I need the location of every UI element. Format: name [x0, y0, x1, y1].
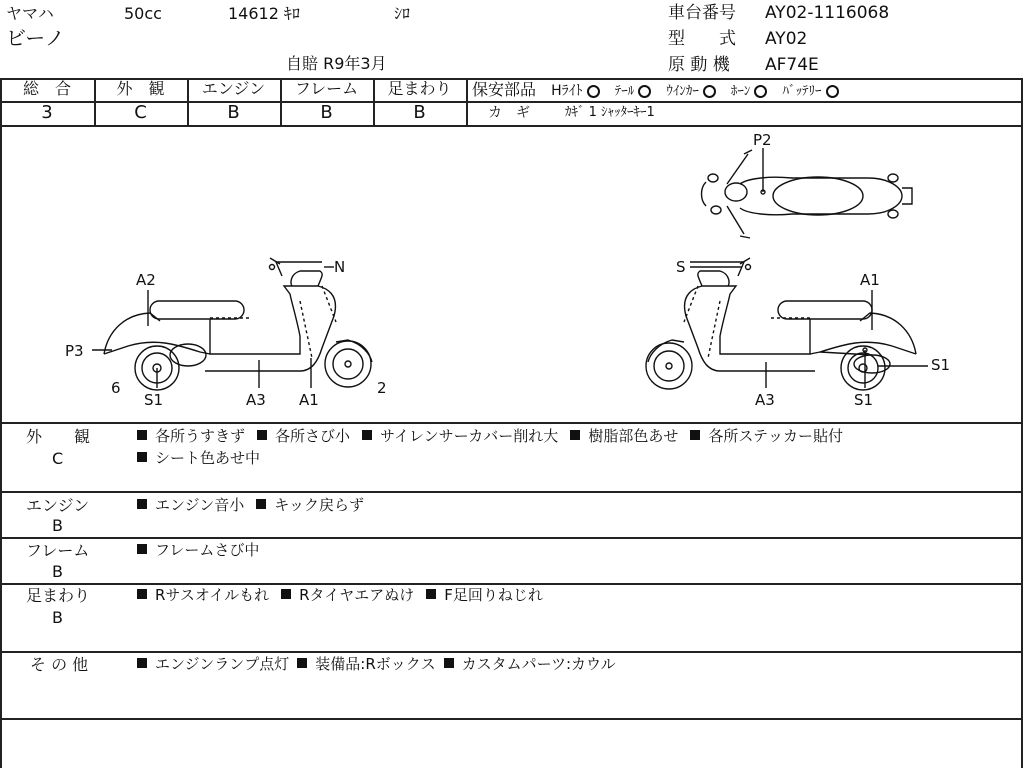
detail-item: F足回りねじれ [444, 586, 543, 604]
safety-item-headlight: Hﾗｲﾄ [551, 83, 583, 99]
safety-label: 保安部品 [472, 80, 537, 99]
grade-label-engine: エンジン [201, 79, 266, 98]
label-a1-right: A1 [860, 271, 880, 289]
safety-item-horn: ﾎｰﾝ [730, 84, 751, 99]
grade-label-overall: 総 合 [22, 79, 71, 98]
frame-no-label: 車台番号 [668, 3, 736, 23]
detail-item: 樹脂部色あせ [588, 427, 679, 445]
battery-ok-icon [826, 85, 839, 98]
scooter-diagram [0, 126, 1021, 422]
bullet-icon [281, 589, 291, 599]
scooter-left-view [92, 258, 372, 390]
label-a3-right: A3 [755, 391, 775, 409]
winker-ok-icon [703, 85, 716, 98]
grade-label-exterior: 外 観 [116, 79, 165, 98]
grade-value-frame: B [320, 102, 333, 123]
detail-item: 各所うすきず [155, 427, 246, 445]
color: ｼﾛ [394, 4, 411, 23]
label-s-right: S [676, 258, 686, 276]
detail-item: Rタイヤエアぬけ [299, 586, 415, 604]
label-6-left: 6 [111, 379, 121, 397]
insurance: 自賠 R9年3月 [286, 54, 387, 73]
bullet-icon [297, 658, 307, 668]
line-detail-5 [0, 718, 1023, 720]
frame-no: AY02-1116068 [765, 3, 890, 23]
bullet-icon [444, 658, 454, 668]
bullet-icon [137, 658, 147, 668]
label-n-left: N [334, 258, 346, 276]
line-diagram-bottom [0, 422, 1023, 424]
safety-row [472, 82, 849, 98]
safety-item-battery: ﾊﾞｯﾃﾘｰ [782, 84, 822, 99]
detail-item: キック戻らず [274, 496, 364, 514]
detail-item: シート色あせ中 [155, 449, 261, 467]
headlight-ok-icon [587, 85, 600, 98]
detail-grade-frame: B [52, 562, 63, 581]
grade-label-frame: フレーム [294, 79, 359, 98]
engine-label: 原 動 機 [668, 55, 730, 75]
displacement: 50cc [124, 4, 162, 23]
detail-item: 各所さび小 [275, 427, 351, 445]
line-detail-1 [0, 491, 1023, 493]
line-detail-2 [0, 537, 1023, 539]
key-value: ｶｷﾞ 1 ｼｬｯﾀｰｷｰ1 [565, 105, 655, 120]
bullet-icon [137, 544, 147, 554]
grade-div-5 [466, 78, 468, 125]
mileage: 14612 ｷﾛ [228, 4, 300, 23]
bullet-icon [137, 589, 147, 599]
detail-grade-suspension: B [52, 608, 63, 627]
grade-label-suspension: 足まわり [387, 79, 452, 98]
detail-line-engine [137, 498, 376, 513]
label-p2-top: P2 [753, 131, 772, 149]
type-label: 型 式 [668, 29, 736, 49]
bullet-icon [690, 430, 700, 440]
safety-item-winker: ｳｲﾝｶｰ [666, 84, 699, 99]
bullet-icon [570, 430, 580, 440]
detail-item: 各所ステッカー貼付 [708, 427, 844, 445]
detail-item: Rサスオイルもれ [155, 586, 270, 604]
type-value: AY02 [765, 29, 808, 49]
detail-item: エンジンランプ点灯 [155, 655, 290, 673]
grade-value-overall: 3 [41, 102, 53, 123]
detail-label-suspension: 足まわり [26, 586, 91, 605]
line-detail-4 [0, 651, 1023, 653]
label-a1-left: A1 [299, 391, 319, 409]
grade-value-exterior: C [134, 102, 147, 123]
detail-grade-exterior: C [52, 449, 64, 468]
detail-line-exterior-1 [137, 429, 843, 444]
detail-item: カスタムパーツ:カウル [461, 655, 616, 673]
bullet-icon [137, 452, 147, 462]
scooter-right-view [646, 258, 928, 390]
detail-label-exterior: 外 観 [26, 427, 91, 446]
key-label: カ ギ [488, 105, 530, 121]
safety-item-tail: ﾃｰﾙ [614, 84, 635, 99]
detail-label-other: そ の 他 [30, 655, 89, 674]
label-a2-left: A2 [136, 271, 156, 289]
label-p3-left: P3 [65, 342, 84, 360]
line-detail-3 [0, 583, 1023, 585]
detail-grade-engine: B [52, 516, 63, 535]
label-2-left: 2 [377, 379, 387, 397]
bullet-icon [426, 589, 436, 599]
bullet-icon [257, 430, 267, 440]
label-s1-right-b: S1 [854, 391, 874, 409]
detail-line-other [137, 657, 628, 672]
detail-label-engine: エンジン [26, 496, 90, 515]
detail-item: 装備品:Rボックス [315, 655, 436, 673]
label-a3-left: A3 [246, 391, 266, 409]
tail-ok-icon [638, 85, 651, 98]
detail-line-frame [137, 543, 271, 558]
engine-value: AF74E [765, 55, 819, 75]
bullet-icon [256, 499, 266, 509]
bullet-icon [362, 430, 372, 440]
detail-line-suspension [137, 588, 555, 603]
label-s1-right-a: S1 [931, 356, 951, 374]
detail-line-exterior-2 [137, 451, 272, 466]
bullet-icon [137, 499, 147, 509]
label-s1-left: S1 [144, 391, 164, 409]
grade-value-engine: B [227, 102, 240, 123]
horn-ok-icon [754, 85, 767, 98]
detail-item: エンジン音小 [155, 496, 245, 514]
detail-item: フレームさび中 [155, 541, 260, 559]
maker: ヤマハ [6, 4, 54, 23]
detail-label-frame: フレーム [26, 541, 90, 560]
scooter-top-view [702, 148, 913, 238]
model-name: ビーノ [6, 26, 65, 50]
detail-item: サイレンサーカバー削れ大 [380, 427, 559, 445]
line-grade-mid [0, 101, 1023, 103]
bullet-icon [137, 430, 147, 440]
grade-value-suspension: B [413, 102, 426, 123]
